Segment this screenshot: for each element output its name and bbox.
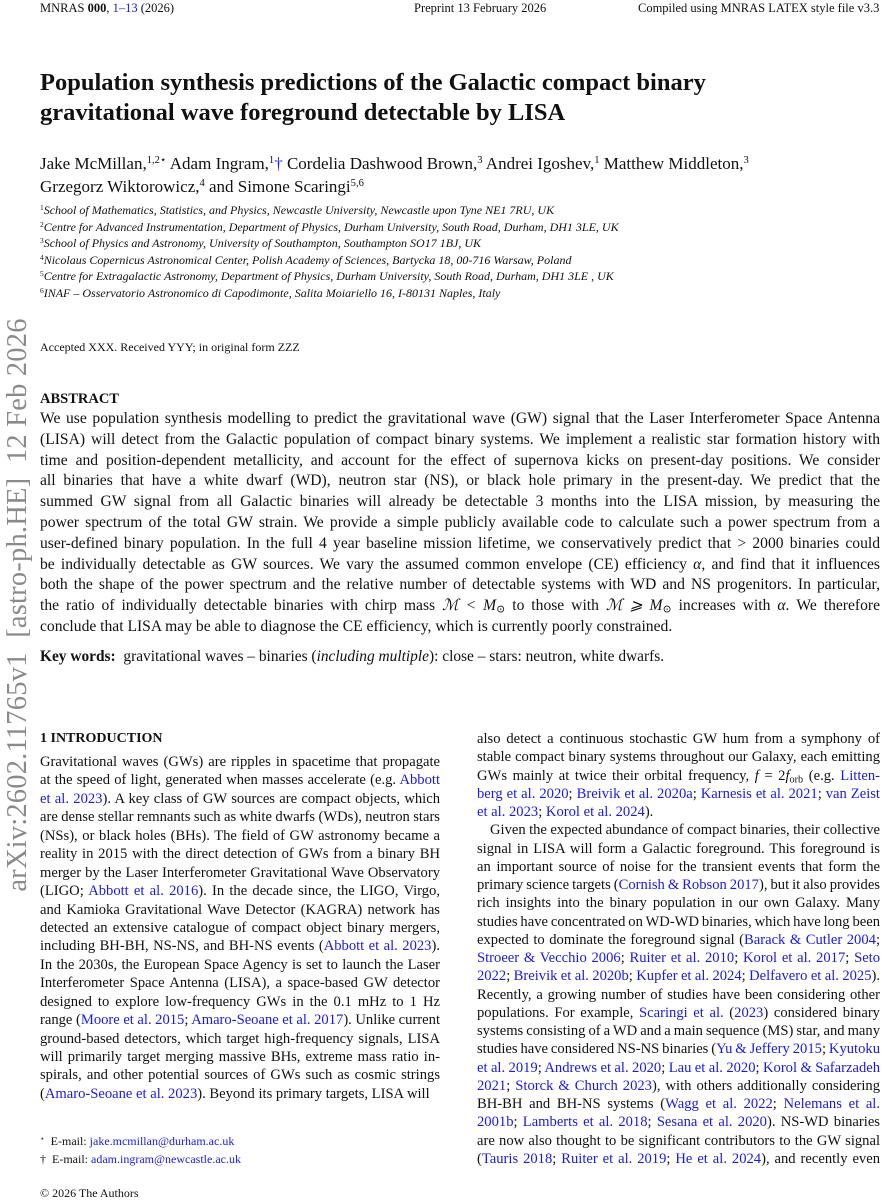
affiliation-text: INAF – Osservatorio Astronomico di Capodimonte, Salita Moiariello 16, I-80131 Naples, Italy bbox=[43, 285, 501, 300]
text-line bbox=[477, 1059, 880, 1077]
keywords-text bbox=[123, 648, 664, 665]
affiliation bbox=[40, 285, 619, 302]
text-run: time and position-dependent metallicity, and account for the effect of supernova kicks on present-day positions. We consider bbox=[40, 451, 880, 469]
affiliations bbox=[40, 202, 619, 302]
text-run: rich insights into the binary population in our own Galaxy. Many bbox=[477, 895, 880, 912]
text-run: (NSs), or black holes (BHs). The field of GW astronomy became a bbox=[40, 827, 440, 844]
abstract-body bbox=[40, 409, 880, 638]
text-run: summed GW signal from all Galactic binaries will already be detectable 3 months into the LISA mission, by measuring the bbox=[40, 493, 880, 511]
math-symbol: ℳ < M bbox=[442, 597, 497, 615]
text-run: ; bbox=[692, 785, 701, 802]
superscript: 4 bbox=[40, 252, 44, 262]
citation-link[interactable]: Amaro-Seoane et al. 2017 bbox=[191, 1012, 344, 1029]
citation-link[interactable]: Ruiter et al. 2019 bbox=[561, 1150, 667, 1167]
text-run: are dense stellar remnants such as white dwarfs (WDs), neutron stars bbox=[40, 809, 440, 826]
text-line bbox=[477, 803, 880, 821]
text-run: ; bbox=[620, 950, 630, 966]
journal-volume: 000 bbox=[87, 1, 107, 15]
citation-link[interactable]: Wagg et al. 2022 bbox=[665, 1096, 773, 1112]
text-run: ; bbox=[506, 1077, 516, 1094]
text-run: In the 2030s, the European Space Agency is set to launch the Laser bbox=[40, 956, 440, 973]
text-run: power spectrum of the total GW strain. We provide a simple publicly available code to calculate such a power spectrum from a bbox=[40, 513, 880, 531]
text-run: both the shape of the power spectrum and the relative number of detectable systems with WD and NS progenitors. In particular, bbox=[40, 576, 880, 594]
citation-link[interactable]: Karnesis et al. 2021 bbox=[700, 785, 818, 802]
text-run: including BH-BH, NS-NS, and BH-NS events ( bbox=[40, 938, 324, 955]
text-run: be individually detectable as GW sources. We vary the assumed common envelope (CE) efficiency bbox=[40, 555, 694, 573]
affiliation-text: Centre for Extragalactic Astronomy, Department of Physics, Durham University, South Road, Durham, DH1 3LE , UK bbox=[43, 269, 614, 284]
superscript: 1 bbox=[268, 155, 275, 167]
text-line bbox=[40, 617, 880, 638]
text-line bbox=[40, 596, 880, 617]
text-run: ). In the decade since, the LIGO, Virgo, bbox=[198, 883, 440, 900]
text-run: ( bbox=[723, 1004, 735, 1021]
text-run: ground-based detectors, which target high-frequency signals, LISA bbox=[40, 1030, 440, 1047]
text-run: are now also thought to be significant contributors to the GW signal bbox=[477, 1132, 880, 1149]
journal-name: MNRAS bbox=[40, 1, 85, 15]
text-line bbox=[477, 748, 880, 766]
math-symbol: f bbox=[785, 767, 790, 784]
text-run: (LIGO; bbox=[40, 883, 89, 900]
affiliation bbox=[40, 235, 619, 252]
text-line bbox=[40, 753, 440, 771]
text-line bbox=[40, 534, 880, 555]
citation-link[interactable]: Stroeer & Vecchio 2006 bbox=[477, 950, 621, 966]
text-run: primary science targets ( bbox=[477, 877, 619, 893]
text-run: ; bbox=[628, 968, 637, 985]
text-line bbox=[477, 1004, 880, 1022]
text-run: all binaries that have a white dwarf (WD), neutron star (NS), or black hole primary in the present-day. We predict that the bbox=[40, 472, 880, 490]
author-name: Andrei Igoshev, bbox=[482, 154, 595, 173]
text-run: We use population synthesis modelling to predict the gravitational wave (GW) signal that the Laser Interferometer Space Antenna bbox=[40, 410, 880, 427]
superscript: 5 bbox=[40, 269, 44, 279]
text-line bbox=[40, 471, 880, 492]
text-line bbox=[477, 1095, 880, 1113]
text-run: signal in LISA will form a Galactic foreground. This foreground is bbox=[477, 840, 880, 857]
text-run: ; bbox=[538, 804, 546, 820]
abstract-heading: ABSTRACT bbox=[40, 391, 119, 407]
text-run: ; bbox=[184, 1012, 192, 1029]
text-run: (e.g. bbox=[803, 767, 841, 784]
copyright: © 2026 The Authors bbox=[40, 1186, 139, 1200]
text-line bbox=[40, 808, 440, 826]
text-run: and Kamioka Gravitational Wave Detector (KAGRA) network has bbox=[40, 901, 440, 918]
text-line bbox=[40, 409, 880, 430]
author-name: Adam Ingram, bbox=[166, 154, 269, 173]
text-line bbox=[40, 1048, 440, 1066]
text-run: also detect a continuous stochastic GW hum from a symphony of bbox=[477, 731, 880, 747]
text-run: systems consisting of a WD and a main sequence (MS) star, and many bbox=[477, 1023, 880, 1039]
text-run: ; bbox=[552, 1150, 562, 1167]
affiliation bbox=[40, 268, 619, 285]
keywords bbox=[40, 648, 664, 666]
text-run: studies have considered NS-NS binaries ( bbox=[477, 1041, 717, 1058]
text-run: ). NS-WD binaries bbox=[766, 1114, 880, 1131]
math-symbol: f bbox=[754, 767, 759, 784]
text-run: to those with bbox=[505, 597, 606, 615]
text-run: will primarily target merging massive BHs, extreme mass ratio in- bbox=[40, 1049, 440, 1065]
text-line bbox=[477, 913, 880, 931]
text-line bbox=[40, 845, 440, 863]
text-run: ; bbox=[568, 785, 577, 802]
citation-link[interactable]: 2023 bbox=[734, 1004, 764, 1021]
citation-link[interactable]: et al. 2019 bbox=[477, 1059, 538, 1076]
text-run: the ratio of individually detectable binaries with chirp mass bbox=[40, 597, 443, 615]
text-run: ). Unlike current bbox=[343, 1012, 440, 1029]
superscript: 4 bbox=[199, 178, 205, 190]
author-name: Matthew Middleton, bbox=[599, 154, 744, 173]
text-line bbox=[40, 152, 880, 175]
citation-link[interactable]: berg et al. 2020 bbox=[477, 785, 569, 802]
text-run: ; bbox=[537, 1059, 545, 1076]
text-line bbox=[40, 175, 880, 198]
citation-link[interactable]: Abbott et al. 2023 bbox=[323, 938, 432, 955]
citation-link[interactable]: Breivik et al. 2020b bbox=[513, 968, 629, 985]
citation-link[interactable]: He et al. 2024 bbox=[675, 1150, 762, 1167]
text-run: ; bbox=[821, 1041, 829, 1058]
email-link[interactable]: jake.mcmillan@durham.ac.uk bbox=[89, 1134, 235, 1148]
footnote-mark: ⋆ bbox=[40, 1133, 45, 1143]
citation-link[interactable]: 2001b bbox=[477, 1114, 514, 1131]
text-line bbox=[477, 876, 880, 894]
text-run: ; bbox=[666, 1150, 676, 1167]
subscript: ⊙ bbox=[662, 603, 672, 616]
affiliation-text: Nicolaus Copernicus Astronomical Center, Polish Academy of Sciences, Bartycka 18, 00-716 Warsaw, Poland bbox=[43, 252, 572, 267]
citation-link[interactable]: Barack & Cutler 2004 bbox=[744, 931, 876, 948]
text-run: ; bbox=[741, 968, 750, 985]
superscript: 3 bbox=[40, 236, 44, 246]
text-line bbox=[477, 840, 880, 858]
math-symbol: α bbox=[693, 555, 702, 573]
author-name: and Simone Scaringi bbox=[204, 177, 351, 196]
author-name: Cordelia Dashwood Brown, bbox=[282, 154, 478, 173]
citation-link[interactable]: Breivik et al. 2020a bbox=[576, 785, 693, 802]
text-line bbox=[40, 901, 440, 919]
text-run: Given the expected abundance of compact binaries, their collective bbox=[490, 822, 880, 839]
text-line bbox=[40, 790, 440, 808]
journal-year: (2026) bbox=[140, 1, 175, 15]
text-run: Interferometer Space Antenna (LISA), a space-based GW detector bbox=[40, 975, 440, 992]
text-line bbox=[40, 430, 880, 451]
affiliation bbox=[40, 219, 619, 236]
author-name: Grzegorz Wiktorowicz, bbox=[40, 177, 200, 196]
citation-link[interactable]: Delfavero et al. 2025 bbox=[749, 968, 872, 985]
text-run: populations. For example, bbox=[477, 1004, 640, 1021]
footnote-mark: † bbox=[40, 1152, 46, 1166]
subscript: orb bbox=[789, 774, 804, 786]
citation-link[interactable]: Korol & Safarzadeh bbox=[762, 1059, 881, 1076]
text-run: designed to explore low-frequency GWs in the 0.1 mHz to 1 Hz bbox=[40, 993, 440, 1010]
text-run: ; bbox=[734, 950, 744, 966]
text-line bbox=[477, 894, 880, 912]
citation-link[interactable]: Korol et al. 2024 bbox=[545, 804, 645, 820]
text-run: ) considered binary bbox=[763, 1004, 880, 1021]
superscript: 5,6 bbox=[350, 178, 364, 190]
text-line bbox=[40, 956, 440, 974]
citation-link[interactable]: Lau et al. 2020 bbox=[668, 1059, 756, 1076]
citation-link[interactable]: Yu & Jeffery 2015 bbox=[716, 1041, 822, 1058]
text-run: ). A key class of GW sources are compact objects, which bbox=[102, 790, 441, 807]
citation-link[interactable]: 2021 bbox=[477, 1077, 507, 1094]
affiliation-text: Centre for Advanced Instrumentation, Department of Physics, Durham University, South Road, Durham, DH1 3LE, UK bbox=[43, 219, 619, 234]
author-list bbox=[40, 152, 880, 198]
text-line bbox=[40, 882, 440, 900]
text-line bbox=[40, 451, 880, 472]
text-line bbox=[477, 1022, 880, 1040]
footnote bbox=[40, 1134, 234, 1149]
footnote-label: E-mail: bbox=[50, 1134, 90, 1148]
text-run: ; bbox=[817, 785, 826, 802]
text-run: reality in 2015 with the direct detection of GWs from a binary BH bbox=[40, 846, 440, 863]
text-run: ). bbox=[644, 804, 654, 820]
text-line bbox=[40, 1066, 440, 1084]
author-name: Jake McMillan, bbox=[40, 154, 147, 173]
text-line bbox=[477, 1113, 880, 1131]
text-run: Recently, a growing number of studies have been considering other bbox=[477, 986, 880, 1003]
text-run: ). bbox=[431, 938, 440, 955]
title-line: gravitational wave foreground detectable by LISA bbox=[40, 99, 566, 126]
text-line bbox=[477, 986, 880, 1004]
text-run: user-defined binary population. In the full 4 year baseline mission lifetime, we conservatively predict that > 2000 binaries could bbox=[40, 534, 880, 552]
text-run: , and find that it influences bbox=[701, 555, 881, 573]
superscript: 2 bbox=[40, 219, 44, 229]
text-run: ; bbox=[661, 1059, 669, 1076]
compiled-note: Compiled using MNRAS LATEX style file v3.3 bbox=[638, 1, 880, 15]
arxiv-stamp: arXiv:2602.11765v1 [astro-ph.HE] 12 Feb 2026 bbox=[2, 318, 33, 892]
text-line bbox=[477, 1150, 880, 1168]
text-line bbox=[40, 575, 880, 596]
section-heading-introduction: 1 INTRODUCTION bbox=[40, 731, 163, 746]
text-run: . We therefore bbox=[785, 597, 881, 615]
text-run: ), but it also provides bbox=[758, 877, 880, 893]
text-run: ; bbox=[772, 1096, 784, 1112]
text-run: expected to dominate the foreground signal ( bbox=[477, 931, 745, 948]
superscript: 3 bbox=[477, 155, 483, 167]
text-run: ; bbox=[506, 968, 514, 985]
text-line bbox=[40, 771, 440, 789]
text-line bbox=[477, 931, 880, 949]
text-line bbox=[40, 937, 440, 955]
text-line bbox=[40, 919, 440, 937]
math-symbol: ℳ ⩾ M bbox=[605, 597, 663, 615]
text-run: gravitational waves – binaries ( bbox=[123, 648, 317, 665]
citation-link[interactable]: Nelemans et al. bbox=[783, 1096, 881, 1112]
text-line bbox=[477, 767, 880, 785]
text-line bbox=[477, 949, 880, 967]
citation-link[interactable]: Andrews et al. 2020 bbox=[544, 1059, 662, 1076]
running-header-journal: MNRAS 000, 1–13 (2026) bbox=[40, 1, 175, 15]
text-line bbox=[477, 858, 880, 876]
text-run: detected an extensive catalogue of compact object binary mergers, bbox=[40, 919, 440, 936]
affiliation-text: School of Physics and Astronomy, University of Southampton, Southampton SO17 1BJ, UK bbox=[43, 236, 482, 251]
text-line bbox=[40, 864, 440, 882]
text-run: spirals, and other potential sources of GWs such as cosmic strings bbox=[40, 1067, 440, 1084]
text-run: ; bbox=[755, 1059, 763, 1076]
text-run: increases with bbox=[671, 597, 778, 615]
title-line: Population synthesis predictions of the Galactic compact binary bbox=[40, 69, 706, 96]
subscript: ⊙ bbox=[496, 603, 506, 616]
math-symbol: α bbox=[777, 597, 786, 615]
math-symbol: including multiple bbox=[316, 648, 429, 665]
accepted-note: Accepted XXX. Received YYY; in original form ZZZ bbox=[40, 340, 300, 354]
text-line bbox=[40, 827, 440, 845]
text-run: GWs mainly at twice their orbital frequency, bbox=[477, 767, 755, 784]
text-run: Gravitational waves (GWs) are ripples in spacetime that propagate bbox=[40, 754, 440, 770]
affiliation bbox=[40, 202, 619, 219]
text-line bbox=[40, 974, 440, 992]
citation-link[interactable]: † bbox=[274, 154, 283, 173]
text-line bbox=[477, 967, 880, 985]
superscript: 3 bbox=[743, 155, 749, 167]
text-run: at the speed of light, generated when masses accelerate (e.g. bbox=[40, 772, 400, 789]
text-line bbox=[40, 555, 880, 576]
citation-link[interactable]: Amaro-Seoane et al. 2023 bbox=[44, 1085, 198, 1102]
left-column-text bbox=[40, 753, 440, 1103]
superscript: 1,2⋆ bbox=[146, 155, 167, 167]
superscript: 6 bbox=[40, 285, 44, 295]
right-column-text bbox=[477, 730, 880, 1168]
text-run: range ( bbox=[40, 1012, 81, 1029]
text-line bbox=[40, 492, 880, 513]
citation-link[interactable]: et al. 2023 bbox=[477, 804, 539, 820]
text-run: ; bbox=[513, 1114, 523, 1131]
text-run: studies have concentrated on WD-WD binaries, which have long been bbox=[477, 913, 880, 930]
affiliation bbox=[40, 252, 619, 269]
text-run: ; bbox=[647, 1114, 657, 1131]
citation-link[interactable]: Litten- bbox=[840, 767, 881, 784]
text-line bbox=[40, 1030, 440, 1048]
citation-link[interactable]: Storck & Church 2023 bbox=[515, 1077, 652, 1094]
citation-link[interactable]: 2022 bbox=[477, 968, 507, 985]
text-line bbox=[477, 1040, 880, 1058]
text-line bbox=[40, 1011, 440, 1029]
text-run: ), with others additionally considering bbox=[651, 1077, 880, 1094]
citation-link[interactable]: Kupfer et al. 2024 bbox=[636, 968, 742, 985]
email-link[interactable]: adam.ingram@newcastle.ac.uk bbox=[91, 1152, 241, 1166]
text-run: ): close – stars: neutron, white dwarfs. bbox=[429, 648, 665, 665]
text-run: = 2 bbox=[758, 767, 786, 784]
citation-link[interactable]: Kyutoku bbox=[828, 1041, 880, 1058]
text-run: stable compact binary systems throughout our Galaxy, each emitting bbox=[477, 749, 880, 766]
page-range-link[interactable]: 1–13 bbox=[112, 1, 138, 15]
citation-link[interactable]: Scaringi et al. bbox=[639, 1004, 724, 1021]
citation-link[interactable]: Sesana et al. 2020 bbox=[656, 1114, 767, 1131]
text-line bbox=[477, 785, 880, 803]
text-line bbox=[477, 1077, 880, 1095]
text-run: ). bbox=[871, 968, 881, 985]
superscript: 1 bbox=[40, 202, 44, 212]
citation-link[interactable]: Moore et al. 2015 bbox=[80, 1012, 185, 1029]
text-run: conclude that LISA may be able to diagnose the CE efficiency, which is currently poorly constrained. bbox=[40, 617, 673, 635]
citation-link[interactable]: Lamberts et al. 2018 bbox=[522, 1114, 648, 1131]
text-line bbox=[40, 1085, 440, 1103]
citation-link[interactable]: Korol et al. 2017 bbox=[743, 950, 846, 966]
paper-title bbox=[40, 68, 880, 128]
text-run: ( bbox=[40, 1085, 45, 1102]
text-run: an important source of noise for the transient events that form the bbox=[477, 858, 880, 875]
keywords-label: Key words: bbox=[40, 648, 116, 665]
footnote-label: E-mail: bbox=[52, 1152, 91, 1166]
affiliation-text: School of Mathematics, Statistics, and Physics, Newcastle University, Newcastle upon Tyne NE1 7RU, UK bbox=[43, 203, 555, 217]
citation-link[interactable]: Abbott bbox=[399, 772, 440, 789]
text-run: ; bbox=[845, 950, 855, 966]
text-line bbox=[477, 1132, 880, 1150]
text-run: ), and recently even bbox=[761, 1150, 880, 1167]
citation-link[interactable]: van Zeist bbox=[825, 785, 880, 802]
text-run: (LISA) will detect from the Galactic population of compact binary systems. We implement a realistic star formation history with bbox=[40, 430, 880, 448]
text-line bbox=[477, 821, 880, 839]
citation-link[interactable]: et al. 2023 bbox=[40, 790, 103, 807]
text-line bbox=[40, 513, 880, 534]
citation-link[interactable]: Seto bbox=[854, 950, 881, 966]
text-run: merger by the Laser Interferometer Gravitational Wave Observatory bbox=[40, 864, 440, 881]
text-line bbox=[477, 730, 880, 748]
preprint-date: Preprint 13 February 2026 bbox=[414, 1, 547, 15]
citation-link[interactable]: Tauris 2018 bbox=[481, 1150, 553, 1167]
text-run: ; bbox=[875, 931, 880, 948]
footnote bbox=[40, 1152, 241, 1167]
text-run: ). Beyond its primary targets, LISA will bbox=[197, 1085, 430, 1102]
text-run: ( bbox=[477, 1150, 482, 1167]
citation-link[interactable]: Ruiter et al. 2010 bbox=[629, 950, 735, 966]
superscript: 1 bbox=[594, 155, 600, 167]
citation-link[interactable]: Cornish & Robson 2017 bbox=[618, 877, 759, 893]
citation-link[interactable]: Abbott et al. 2016 bbox=[88, 883, 199, 900]
text-line bbox=[40, 993, 440, 1011]
text-run: BH-BH and BH-NS systems ( bbox=[477, 1096, 666, 1112]
